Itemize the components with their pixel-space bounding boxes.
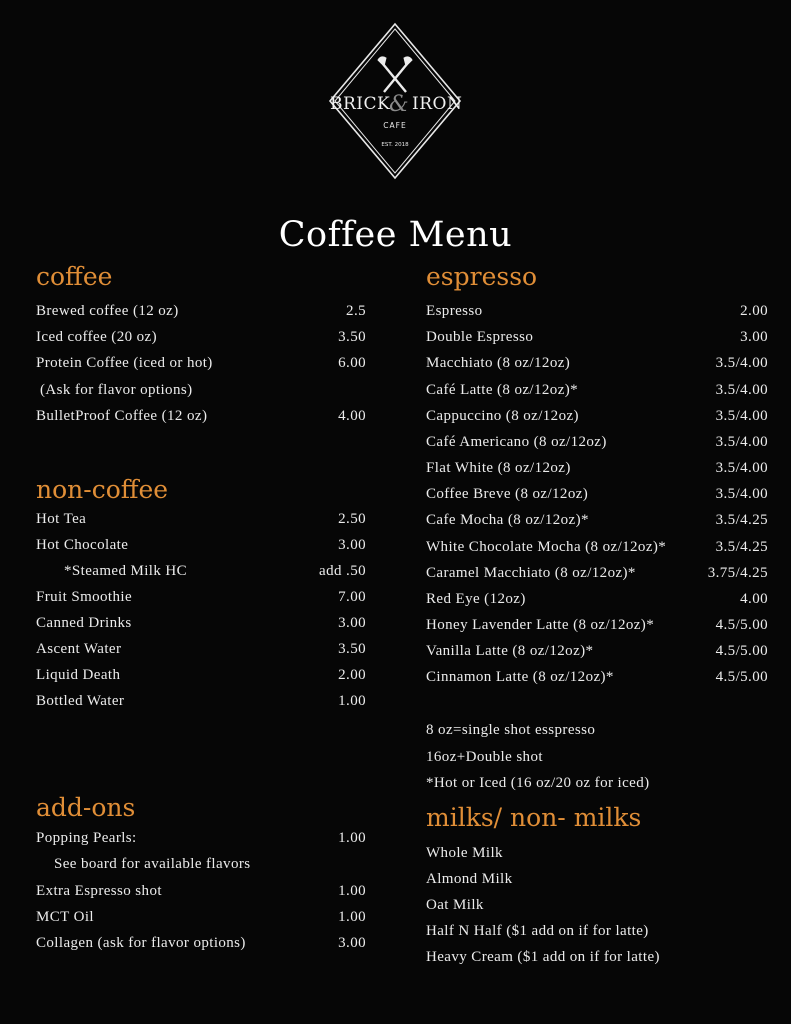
logo-ampersand: & bbox=[389, 92, 409, 117]
item-name: (Ask for flavor options) bbox=[40, 382, 193, 398]
item-price: 3.00 bbox=[338, 615, 366, 631]
item-name: Fruit Smoothie bbox=[36, 589, 133, 605]
menu-item-note bbox=[36, 377, 366, 403]
milk-option: Half N Half ($1 add on if for latte) bbox=[426, 923, 649, 939]
item-price: 3.50 bbox=[338, 329, 366, 345]
menu-item bbox=[426, 638, 768, 664]
item-name: Hot Tea bbox=[36, 511, 87, 527]
menu-item bbox=[36, 610, 366, 636]
item-price: 4.5/5.00 bbox=[715, 617, 768, 633]
item-price: 1.00 bbox=[338, 693, 366, 709]
item-price: 1.00 bbox=[338, 883, 366, 899]
item-name: Ascent Water bbox=[36, 641, 122, 657]
logo-brick-text: BRICK bbox=[330, 94, 391, 114]
menu-item bbox=[426, 481, 768, 507]
item-name: Protein Coffee (iced or hot) bbox=[36, 355, 213, 371]
section-heading-add-ons: add-ons bbox=[36, 793, 136, 822]
item-name: Canned Drinks bbox=[36, 615, 132, 631]
logo-iron-text: IRON bbox=[412, 94, 462, 114]
menu-item bbox=[36, 532, 366, 558]
item-name: Cinnamon Latte (8 oz/12oz)* bbox=[426, 669, 614, 685]
item-price: 1.00 bbox=[338, 830, 366, 846]
item-name: Café Latte (8 oz/12oz)* bbox=[426, 382, 579, 398]
menu-item bbox=[426, 586, 768, 612]
item-name: Espresso bbox=[426, 303, 483, 319]
menu-item bbox=[36, 636, 366, 662]
item-name: Double Espresso bbox=[426, 329, 534, 345]
menu-item bbox=[36, 584, 366, 610]
menu-item bbox=[426, 324, 768, 350]
milk-option: Heavy Cream ($1 add on if for latte) bbox=[426, 949, 660, 965]
item-price: 3.5/4.00 bbox=[715, 382, 768, 398]
menu-item bbox=[36, 298, 366, 324]
item-price: 3.5/4.00 bbox=[715, 434, 768, 450]
item-price: 3.5/4.25 bbox=[715, 539, 768, 555]
item-name: Collagen (ask for flavor options) bbox=[36, 935, 246, 951]
item-price: 1.00 bbox=[338, 909, 366, 925]
espresso-note: 16oz+Double shot bbox=[426, 749, 543, 765]
item-price: 3.00 bbox=[740, 329, 768, 345]
item-name: Café Americano (8 oz/12oz) bbox=[426, 434, 607, 450]
espresso-note: 8 oz=single shot esspresso bbox=[426, 722, 596, 738]
menu-item bbox=[36, 878, 366, 904]
item-price: add .50 bbox=[319, 563, 366, 579]
section-heading-espresso: espresso bbox=[426, 262, 538, 291]
item-name: Extra Espresso shot bbox=[36, 883, 162, 899]
item-name: White Chocolate Mocha (8 oz/12oz)* bbox=[426, 539, 667, 555]
menu-item bbox=[36, 688, 366, 714]
menu-item bbox=[426, 403, 768, 429]
section-heading-coffee: coffee bbox=[36, 262, 113, 291]
menu-item bbox=[36, 904, 366, 930]
item-price: 3.5/4.25 bbox=[715, 512, 768, 528]
item-name: MCT Oil bbox=[36, 909, 94, 925]
menu-item bbox=[426, 612, 768, 638]
item-name: Bottled Water bbox=[36, 693, 125, 709]
item-price: 2.5 bbox=[346, 303, 366, 319]
item-price: 4.5/5.00 bbox=[715, 669, 768, 685]
right-column bbox=[426, 0, 768, 1024]
espresso-note: *Hot or Iced (16 oz/20 oz for iced) bbox=[426, 775, 650, 791]
item-price: 3.5/4.00 bbox=[715, 486, 768, 502]
item-price: 3.5/4.00 bbox=[715, 355, 768, 371]
menu-item bbox=[426, 507, 768, 533]
left-column bbox=[36, 0, 366, 1024]
item-name: Cappuccino (8 oz/12oz) bbox=[426, 408, 579, 424]
item-price: 3.00 bbox=[338, 935, 366, 951]
item-name: Brewed coffee (12 oz) bbox=[36, 303, 179, 319]
item-name: Liquid Death bbox=[36, 667, 121, 683]
menu-item bbox=[36, 324, 366, 350]
menu-item bbox=[36, 350, 366, 376]
item-name: Hot Chocolate bbox=[36, 537, 129, 553]
item-price: 3.00 bbox=[338, 537, 366, 553]
logo-cafe-text: CAFE bbox=[383, 121, 407, 130]
menu-item bbox=[426, 455, 768, 481]
logo-est-text: EST. 2018 bbox=[381, 142, 409, 148]
menu-item bbox=[36, 403, 366, 429]
section-heading-non-coffee: non-coffee bbox=[36, 475, 169, 504]
menu-item bbox=[426, 350, 768, 376]
menu-item bbox=[426, 298, 768, 324]
item-price: 4.00 bbox=[740, 591, 768, 607]
item-name: *Steamed Milk HC bbox=[64, 563, 188, 579]
menu-item bbox=[426, 534, 768, 560]
menu-item bbox=[36, 506, 366, 532]
item-name: Iced coffee (20 oz) bbox=[36, 329, 158, 345]
menu-item bbox=[36, 825, 366, 851]
item-name: Vanilla Latte (8 oz/12oz)* bbox=[426, 643, 594, 659]
milk-option: Almond Milk bbox=[426, 871, 513, 887]
item-price: 3.75/4.25 bbox=[707, 565, 768, 581]
item-name: Popping Pearls: bbox=[36, 830, 137, 846]
item-price: 2.00 bbox=[338, 667, 366, 683]
menu-item bbox=[36, 930, 366, 956]
menu-item bbox=[36, 558, 366, 584]
item-price: 2.50 bbox=[338, 511, 366, 527]
page-title: Coffee Menu bbox=[278, 215, 513, 255]
item-name: Honey Lavender Latte (8 oz/12oz)* bbox=[426, 617, 655, 633]
item-name: Macchiato (8 oz/12oz) bbox=[426, 355, 571, 371]
milk-option: Oat Milk bbox=[426, 897, 484, 913]
menu-item bbox=[426, 429, 768, 455]
item-price: 3.5/4.00 bbox=[715, 408, 768, 424]
item-name: BulletProof Coffee (12 oz) bbox=[36, 408, 208, 424]
item-price: 2.00 bbox=[740, 303, 768, 319]
item-name: Red Eye (12oz) bbox=[426, 591, 526, 607]
item-price: 4.5/5.00 bbox=[715, 643, 768, 659]
item-price: 3.5/4.00 bbox=[715, 460, 768, 476]
milk-option: Whole Milk bbox=[426, 845, 503, 861]
section-heading-milks: milks/ non- milks bbox=[426, 803, 642, 832]
menu-item bbox=[36, 662, 366, 688]
item-name: Cafe Mocha (8 oz/12oz)* bbox=[426, 512, 589, 528]
item-price: 6.00 bbox=[338, 355, 366, 371]
item-name: Caramel Macchiato (8 oz/12oz)* bbox=[426, 565, 636, 581]
item-price: 3.50 bbox=[338, 641, 366, 657]
item-name: Coffee Breve (8 oz/12oz) bbox=[426, 486, 589, 502]
item-name: Flat White (8 oz/12oz) bbox=[426, 460, 571, 476]
crossed-axes-icon bbox=[378, 57, 412, 92]
item-price: 7.00 bbox=[338, 589, 366, 605]
menu-item bbox=[426, 664, 768, 690]
item-price: 4.00 bbox=[338, 408, 366, 424]
menu-item bbox=[426, 560, 768, 586]
item-name: See board for available flavors bbox=[54, 856, 251, 872]
menu-item-note bbox=[36, 851, 366, 877]
menu-item bbox=[426, 377, 768, 403]
